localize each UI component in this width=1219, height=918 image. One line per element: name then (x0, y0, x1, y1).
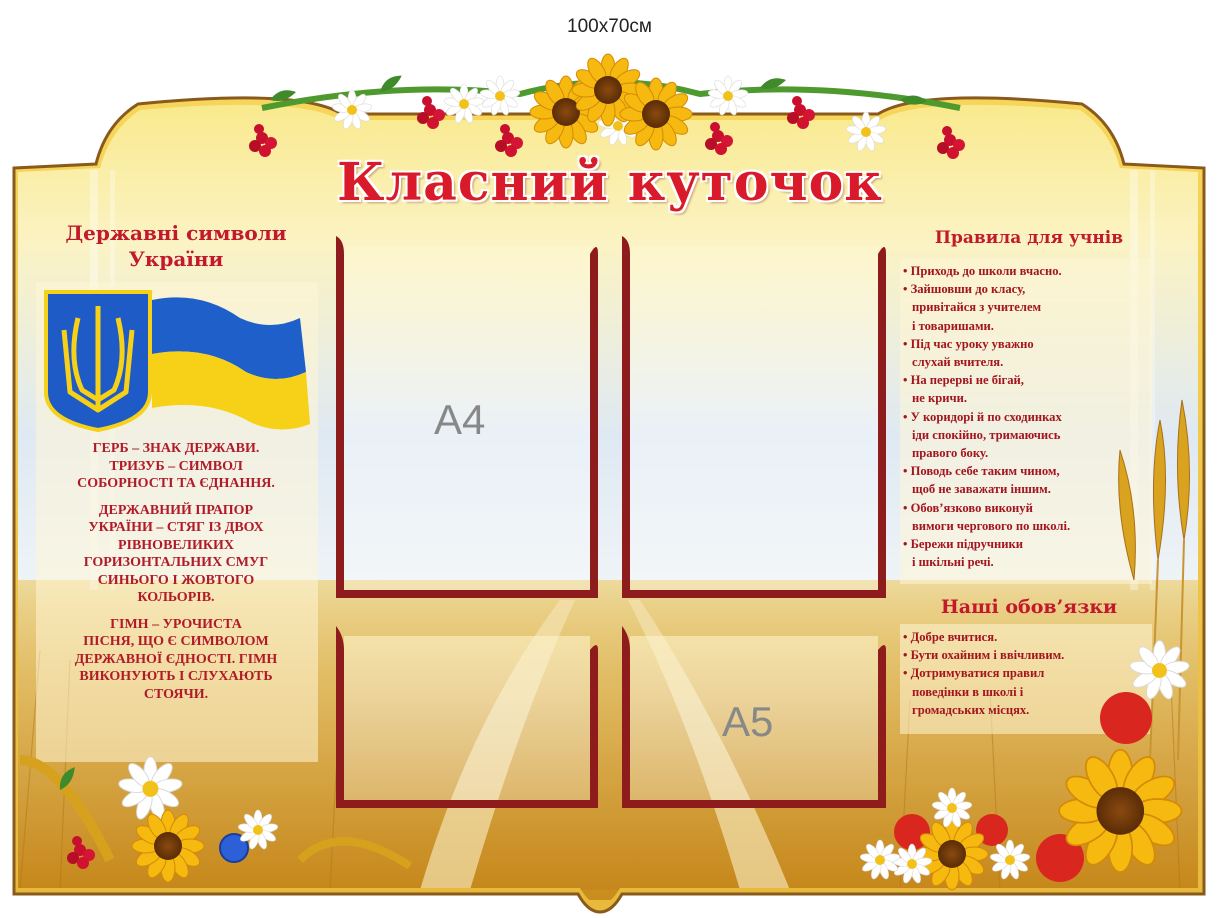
pocket-a5-left (336, 626, 598, 808)
flag-paragraph (40, 502, 312, 607)
anthem-paragraph (40, 616, 312, 704)
duty-item: • Дотримуватися правил поведінки в школі і громадських місцях. (900, 664, 1152, 719)
rule-item: • У коридорі й по сходинках іди спокійно, тримаючись правого боку. (900, 408, 1152, 463)
daisy-icon (480, 76, 521, 116)
rule-item: • Зайшовши до класу, привітайся з учителем і товаришами. (900, 280, 1152, 335)
text-line: СИНЬОГО І ЖОВТОГО (97, 572, 255, 588)
text-line: СТОЯЧИ. (143, 686, 209, 702)
duties-list (900, 628, 1152, 719)
text-line: ДЕРЖАВНОЇ ЄДНОСТІ. ГІМН (74, 651, 278, 667)
rules-heading: Правила для учнів (934, 228, 1124, 248)
state-symbols-heading-line2: України (128, 247, 224, 271)
pocket-a5-label: A5 (722, 698, 774, 745)
text-line: ТРИЗУБ – СИМВОЛ (109, 458, 243, 474)
state-symbols-heading-line1: Державні символи (65, 221, 287, 245)
pocket-a4-right (622, 236, 886, 598)
rules-list (900, 262, 1152, 571)
rule-item: • Бережи підручники і шкільні речі. (900, 535, 1152, 571)
board-title: Класний куточок (337, 152, 883, 213)
pocket-a4-label: A4 (434, 396, 486, 443)
duty-item: • Бути охайним і ввічливим. (900, 646, 1152, 664)
rule-item: • Обов’язково виконуй вимоги чергового по школі. (900, 499, 1152, 535)
text-line: СОБОРНОСТІ ТА ЄДНАННЯ. (77, 476, 275, 491)
text-line: РІВНОВЕЛИКИХ (117, 537, 235, 553)
text-line: КОЛЬОРІВ. (137, 590, 215, 605)
rule-item: • Поводь себе таким чином, щоб не заважати іншим. (900, 462, 1152, 498)
coat-of-arms-paragraph (40, 440, 312, 493)
rule-item: • Під час уроку уважно слухай вчителя. (900, 335, 1152, 371)
text-line: ВИКОНУЮТЬ І СЛУХАЮТЬ (79, 669, 273, 684)
duty-item: • Добре вчитися. (900, 628, 1152, 646)
text-line: ГІМН – УРОЧИСТА (110, 616, 242, 632)
trident-coat-of-arms-icon (46, 292, 150, 430)
text-line: ДЕРЖАВНИЙ ПРАПОР (98, 502, 254, 518)
rule-item: • Приходь до школи вчасно. (900, 262, 1152, 280)
state-symbols-text (40, 440, 312, 712)
duties-heading: Наші обов’язки (940, 596, 1118, 618)
rule-item: • На перерві не бігай, не кричи. (900, 371, 1152, 407)
board-size-label: 100x70см (567, 16, 652, 37)
text-line: ПІСНЯ, ЩО Є СИМВОЛОМ (83, 634, 269, 649)
state-symbols-heading (40, 220, 312, 272)
text-line: УКРАЇНИ – СТЯГ ІЗ ДВОХ (88, 520, 264, 535)
text-line: ГЕРБ – ЗНАК ДЕРЖАВИ. (92, 441, 260, 456)
daisy-icon (708, 76, 749, 116)
text-line: ГОРИЗОНТАЛЬНИХ СМУГ (83, 555, 269, 570)
